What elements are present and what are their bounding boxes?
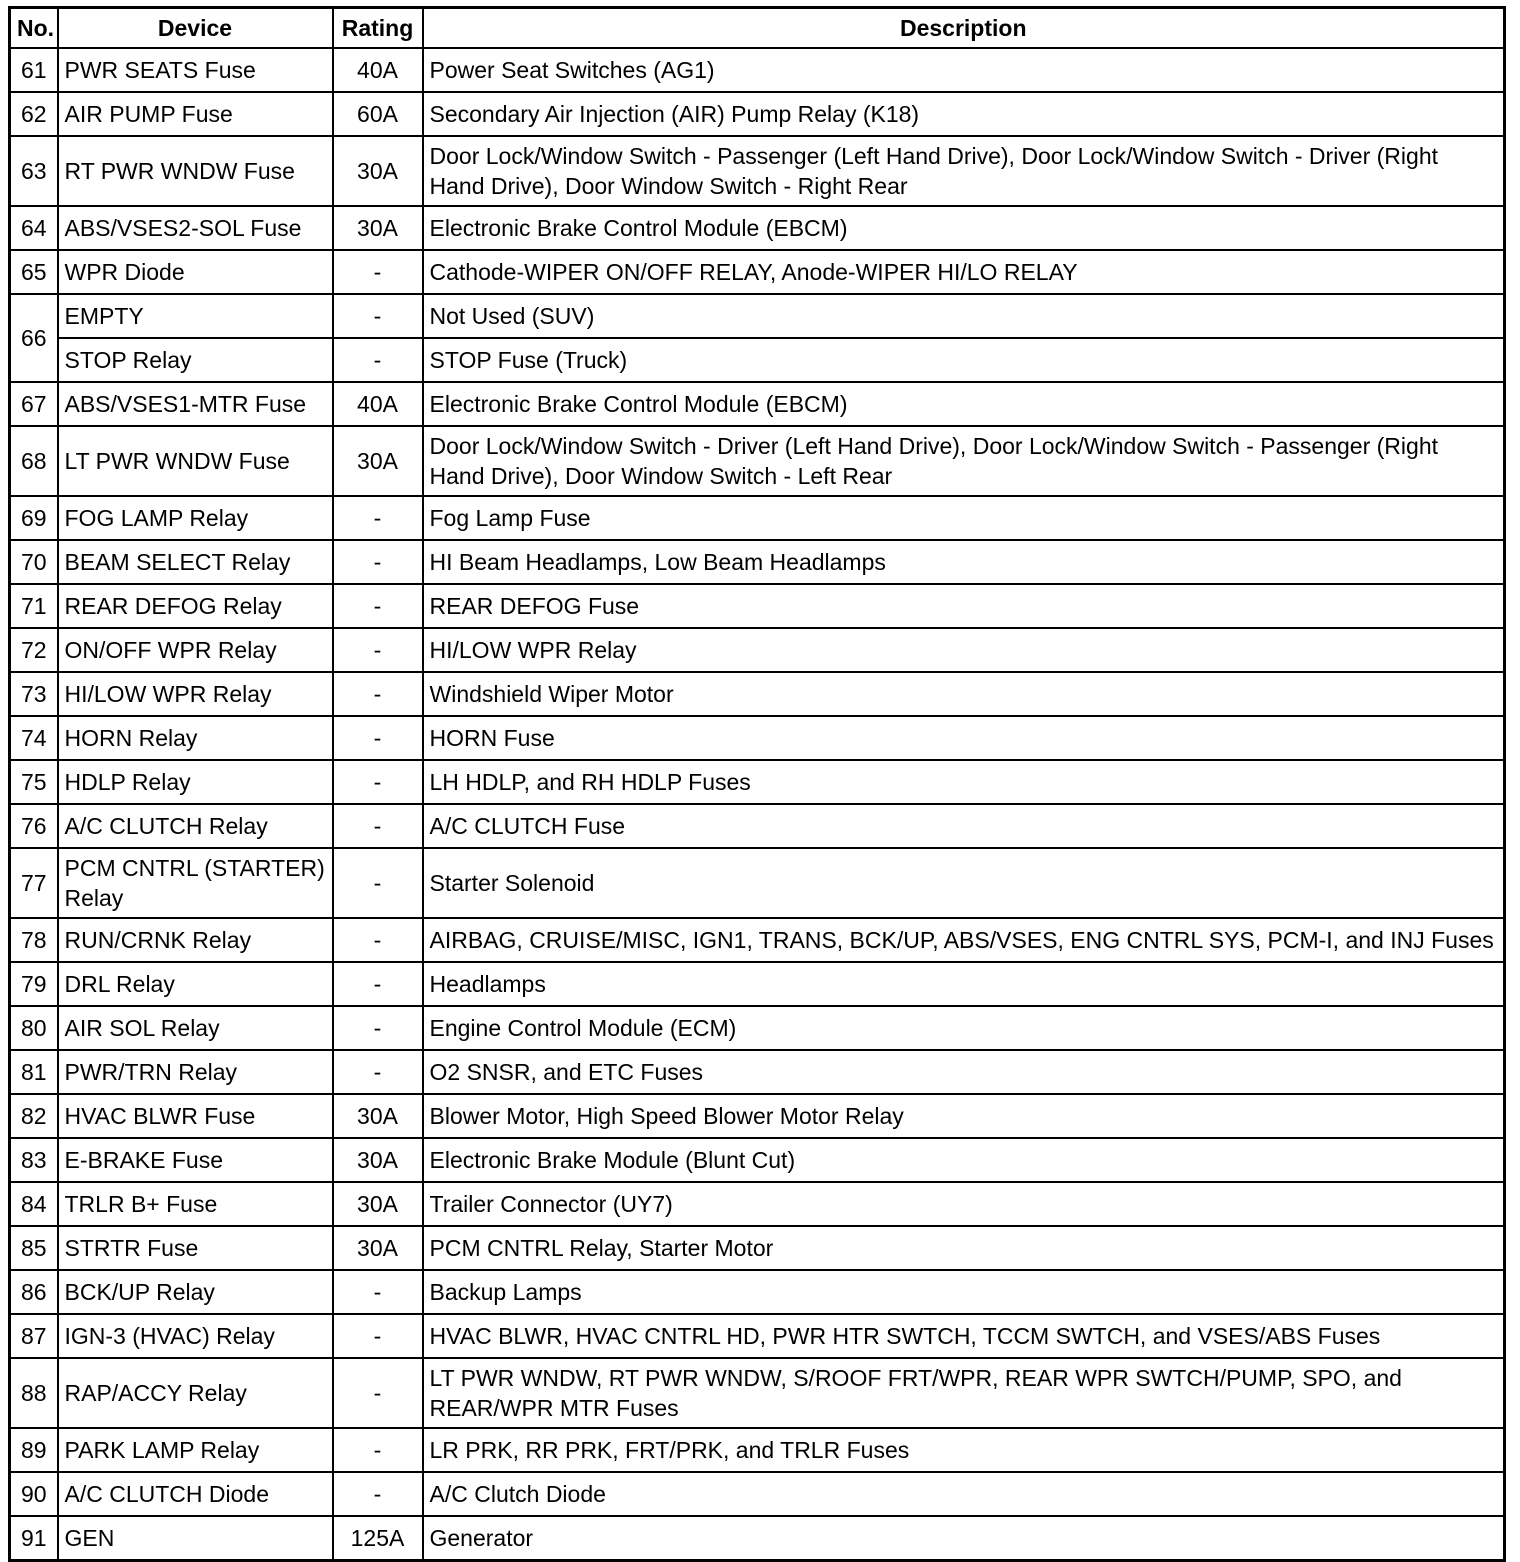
table-row	[10, 382, 1505, 426]
cell-rating: 30A	[333, 1182, 423, 1226]
cell-description: AIRBAG, CRUISE/MISC, IGN1, TRANS, BCK/UP, ABS/VSES, ENG CNTRL SYS, PCM-I, and INJ Fuses	[423, 918, 1505, 962]
cell-no: 88	[10, 1358, 58, 1428]
cell-no: 68	[10, 426, 58, 496]
cell-description: Generator	[423, 1516, 1505, 1561]
cell-device: A/C CLUTCH Diode	[58, 1472, 333, 1516]
cell-rating: 30A	[333, 1226, 423, 1270]
cell-device: ON/OFF WPR Relay	[58, 628, 333, 672]
cell-device: LT PWR WNDW Fuse	[58, 426, 333, 496]
cell-rating: 40A	[333, 48, 423, 92]
cell-rating: -	[333, 716, 423, 760]
cell-rating: -	[333, 496, 423, 540]
cell-device: PWR SEATS Fuse	[58, 48, 333, 92]
cell-description: Secondary Air Injection (AIR) Pump Relay (K18)	[423, 92, 1505, 136]
cell-device: AIR SOL Relay	[58, 1006, 333, 1050]
cell-rating: 30A	[333, 136, 423, 206]
cell-device: REAR DEFOG Relay	[58, 584, 333, 628]
cell-rating: -	[333, 918, 423, 962]
cell-rating: -	[333, 848, 423, 918]
cell-description: LT PWR WNDW, RT PWR WNDW, S/ROOF FRT/WPR, REAR WPR SWTCH/PUMP, SPO, and REAR/WPR MTR Fuses	[423, 1358, 1505, 1428]
cell-no: 72	[10, 628, 58, 672]
table-row	[10, 496, 1505, 540]
cell-no: 74	[10, 716, 58, 760]
cell-device: BCK/UP Relay	[58, 1270, 333, 1314]
cell-device: PCM CNTRL (STARTER) Relay	[58, 848, 333, 918]
cell-no: 78	[10, 918, 58, 962]
cell-rating: -	[333, 294, 423, 338]
cell-no: 69	[10, 496, 58, 540]
cell-device: PARK LAMP Relay	[58, 1428, 333, 1472]
cell-no: 81	[10, 1050, 58, 1094]
cell-no: 87	[10, 1314, 58, 1358]
table-row	[10, 1006, 1505, 1050]
table-row	[10, 1314, 1505, 1358]
header-description: Description	[423, 8, 1505, 49]
cell-rating: -	[333, 540, 423, 584]
cell-rating: 30A	[333, 206, 423, 250]
cell-description: Fog Lamp Fuse	[423, 496, 1505, 540]
table-row	[10, 136, 1505, 206]
cell-rating: -	[333, 250, 423, 294]
cell-rating: 30A	[333, 426, 423, 496]
cell-no: 77	[10, 848, 58, 918]
cell-rating: -	[333, 338, 423, 382]
cell-no: 64	[10, 206, 58, 250]
cell-description: Blower Motor, High Speed Blower Motor Relay	[423, 1094, 1505, 1138]
cell-description: Starter Solenoid	[423, 848, 1505, 918]
cell-rating: 40A	[333, 382, 423, 426]
cell-description: HORN Fuse	[423, 716, 1505, 760]
cell-no: 70	[10, 540, 58, 584]
cell-rating: -	[333, 804, 423, 848]
cell-description: A/C CLUTCH Fuse	[423, 804, 1505, 848]
cell-rating: -	[333, 1472, 423, 1516]
cell-description: Door Lock/Window Switch - Passenger (Left Hand Drive), Door Lock/Window Switch - Driver (Right Hand Drive), Door Window Switch - Right Rear	[423, 136, 1505, 206]
fuse-table-container	[8, 6, 1506, 1562]
cell-no: 73	[10, 672, 58, 716]
table-row	[10, 628, 1505, 672]
table-row	[10, 1138, 1505, 1182]
cell-description: O2 SNSR, and ETC Fuses	[423, 1050, 1505, 1094]
table-row	[10, 918, 1505, 962]
table-row	[10, 426, 1505, 496]
cell-rating: -	[333, 1270, 423, 1314]
table-row	[10, 1358, 1505, 1428]
cell-description: LR PRK, RR PRK, FRT/PRK, and TRLR Fuses	[423, 1428, 1505, 1472]
table-row	[10, 1094, 1505, 1138]
cell-device: EMPTY	[58, 294, 333, 338]
cell-no: 80	[10, 1006, 58, 1050]
table-row	[10, 760, 1505, 804]
cell-device: HORN Relay	[58, 716, 333, 760]
cell-rating: -	[333, 584, 423, 628]
cell-no: 89	[10, 1428, 58, 1472]
cell-no: 61	[10, 48, 58, 92]
cell-no: 86	[10, 1270, 58, 1314]
cell-device: HI/LOW WPR Relay	[58, 672, 333, 716]
table-row	[10, 206, 1505, 250]
cell-description: Windshield Wiper Motor	[423, 672, 1505, 716]
table-row	[10, 584, 1505, 628]
cell-device: DRL Relay	[58, 962, 333, 1006]
header-rating: Rating	[333, 8, 423, 49]
cell-description: LH HDLP, and RH HDLP Fuses	[423, 760, 1505, 804]
cell-device: BEAM SELECT Relay	[58, 540, 333, 584]
table-row	[10, 1428, 1505, 1472]
cell-no: 79	[10, 962, 58, 1006]
cell-no: 84	[10, 1182, 58, 1226]
table-row	[10, 48, 1505, 92]
cell-device: HVAC BLWR Fuse	[58, 1094, 333, 1138]
cell-no: 66	[10, 294, 58, 382]
table-row	[10, 1472, 1505, 1516]
table-row	[10, 1050, 1505, 1094]
cell-no: 63	[10, 136, 58, 206]
cell-description: REAR DEFOG Fuse	[423, 584, 1505, 628]
cell-device: WPR Diode	[58, 250, 333, 294]
cell-device: IGN-3 (HVAC) Relay	[58, 1314, 333, 1358]
cell-description: Cathode-WIPER ON/OFF RELAY, Anode-WIPER HI/LO RELAY	[423, 250, 1505, 294]
cell-rating: -	[333, 1428, 423, 1472]
cell-device: AIR PUMP Fuse	[58, 92, 333, 136]
cell-device: A/C CLUTCH Relay	[58, 804, 333, 848]
header-device: Device	[58, 8, 333, 49]
table-row	[10, 962, 1505, 1006]
cell-rating: 60A	[333, 92, 423, 136]
table-row	[10, 540, 1505, 584]
table-row	[10, 1182, 1505, 1226]
cell-device: RT PWR WNDW Fuse	[58, 136, 333, 206]
cell-no: 75	[10, 760, 58, 804]
table-row	[10, 672, 1505, 716]
cell-rating: 125A	[333, 1516, 423, 1561]
cell-device: STRTR Fuse	[58, 1226, 333, 1270]
cell-description: HI/LOW WPR Relay	[423, 628, 1505, 672]
cell-description: Backup Lamps	[423, 1270, 1505, 1314]
cell-rating: -	[333, 1050, 423, 1094]
cell-description: Power Seat Switches (AG1)	[423, 48, 1505, 92]
cell-device: GEN	[58, 1516, 333, 1561]
table-row	[10, 1270, 1505, 1314]
cell-no: 65	[10, 250, 58, 294]
cell-device: STOP Relay	[58, 338, 333, 382]
table-row	[10, 848, 1505, 918]
cell-description: Engine Control Module (ECM)	[423, 1006, 1505, 1050]
cell-description: Door Lock/Window Switch - Driver (Left Hand Drive), Door Lock/Window Switch - Passenger (Right Hand Drive), Door Window Switch - Left Rear	[423, 426, 1505, 496]
cell-no: 71	[10, 584, 58, 628]
cell-description: HVAC BLWR, HVAC CNTRL HD, PWR HTR SWTCH, TCCM SWTCH, and VSES/ABS Fuses	[423, 1314, 1505, 1358]
cell-no: 90	[10, 1472, 58, 1516]
cell-rating: 30A	[333, 1094, 423, 1138]
table-header-row	[10, 8, 1505, 49]
cell-rating: -	[333, 672, 423, 716]
cell-no: 83	[10, 1138, 58, 1182]
cell-device: FOG LAMP Relay	[58, 496, 333, 540]
cell-rating: -	[333, 1314, 423, 1358]
cell-device: ABS/VSES2-SOL Fuse	[58, 206, 333, 250]
table-row	[10, 92, 1505, 136]
cell-description: Headlamps	[423, 962, 1505, 1006]
cell-rating: 30A	[333, 1138, 423, 1182]
cell-no: 62	[10, 92, 58, 136]
cell-description: HI Beam Headlamps, Low Beam Headlamps	[423, 540, 1505, 584]
cell-description: STOP Fuse (Truck)	[423, 338, 1505, 382]
cell-description: Trailer Connector (UY7)	[423, 1182, 1505, 1226]
cell-description: Electronic Brake Control Module (EBCM)	[423, 382, 1505, 426]
header-no: No.	[10, 8, 58, 49]
table-row	[10, 294, 1505, 338]
cell-description: Not Used (SUV)	[423, 294, 1505, 338]
cell-rating: -	[333, 962, 423, 1006]
table-row	[10, 716, 1505, 760]
cell-device: HDLP Relay	[58, 760, 333, 804]
table-row	[10, 1516, 1505, 1561]
fuse-relay-table	[8, 6, 1506, 1562]
cell-no: 85	[10, 1226, 58, 1270]
cell-description: PCM CNTRL Relay, Starter Motor	[423, 1226, 1505, 1270]
cell-description: Electronic Brake Control Module (EBCM)	[423, 206, 1505, 250]
cell-device: TRLR B+ Fuse	[58, 1182, 333, 1226]
cell-device: E-BRAKE Fuse	[58, 1138, 333, 1182]
cell-description: A/C Clutch Diode	[423, 1472, 1505, 1516]
table-row	[10, 250, 1505, 294]
table-row	[10, 1226, 1505, 1270]
table-row	[10, 338, 1505, 382]
cell-device: ABS/VSES1-MTR Fuse	[58, 382, 333, 426]
cell-no: 76	[10, 804, 58, 848]
cell-description: Electronic Brake Module (Blunt Cut)	[423, 1138, 1505, 1182]
cell-no: 67	[10, 382, 58, 426]
cell-no: 91	[10, 1516, 58, 1561]
table-body	[10, 48, 1505, 1561]
cell-rating: -	[333, 1006, 423, 1050]
cell-device: PWR/TRN Relay	[58, 1050, 333, 1094]
cell-rating: -	[333, 1358, 423, 1428]
cell-rating: -	[333, 760, 423, 804]
cell-device: RAP/ACCY Relay	[58, 1358, 333, 1428]
cell-no: 82	[10, 1094, 58, 1138]
cell-rating: -	[333, 628, 423, 672]
table-row	[10, 804, 1505, 848]
cell-device: RUN/CRNK Relay	[58, 918, 333, 962]
